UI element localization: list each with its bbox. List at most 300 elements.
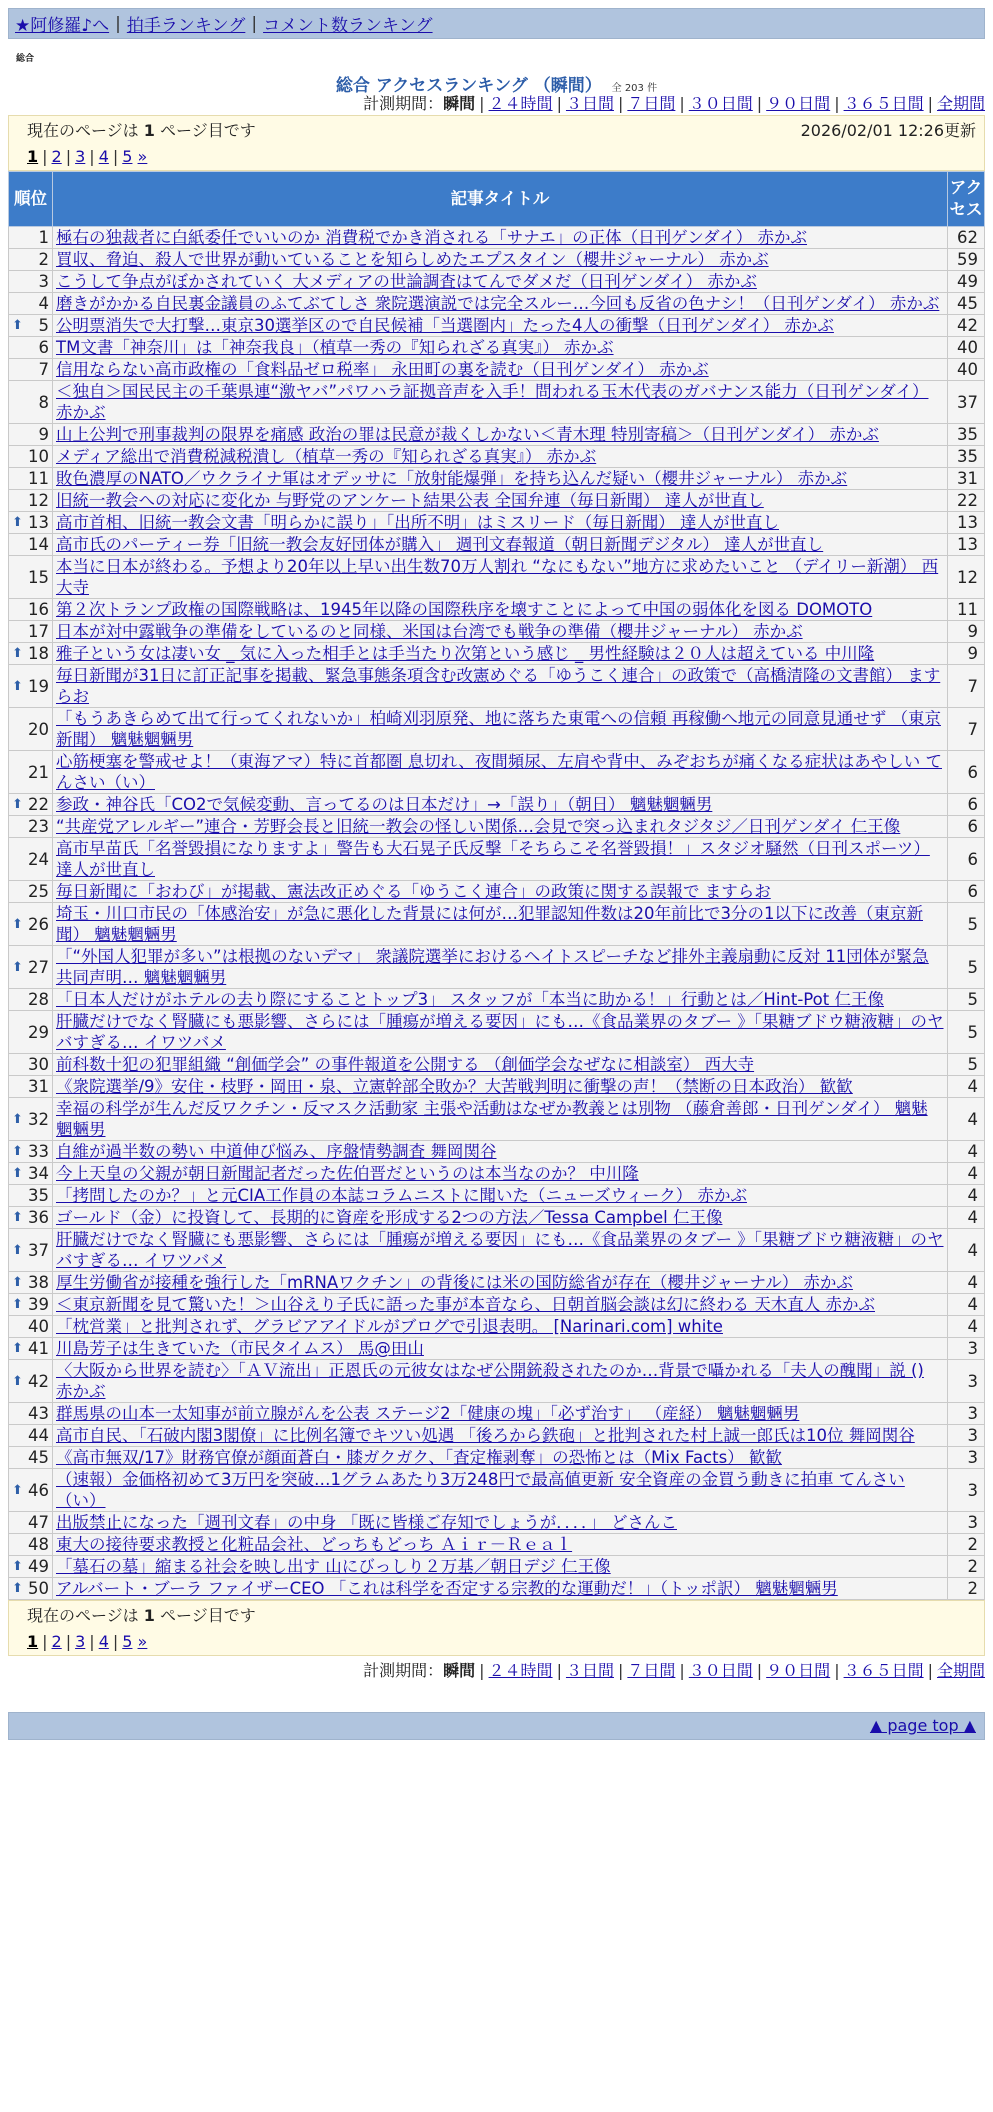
period-link[interactable]: ３日間 xyxy=(565,94,614,113)
article-link[interactable]: TM文書「神奈川」は「神奈我良」（植草一秀の『知られざる真実』） 赤かぶ xyxy=(56,338,614,357)
table-row xyxy=(9,1098,985,1141)
title-cell xyxy=(53,249,948,271)
rank-number: 27 xyxy=(28,957,49,977)
rank-up-arrow-icon: ⬆ xyxy=(12,678,23,694)
access-count: 4 xyxy=(948,1294,985,1316)
rank-cell xyxy=(9,989,53,1011)
access-count: 62 xyxy=(948,227,985,249)
home-link[interactable]: ★阿修羅♪へ xyxy=(15,16,110,36)
table-row xyxy=(9,1272,985,1294)
access-count: 6 xyxy=(948,838,985,881)
rank-number: 39 xyxy=(28,1295,49,1314)
rank-cell xyxy=(9,1512,53,1534)
article-link[interactable]: 日本が対中露戦争の準備をしているのと同様、米国は台湾でも戦争の準備（櫻井ジャーナル） 赤かぶ xyxy=(56,622,803,641)
rank-cell xyxy=(9,1294,53,1316)
rank-number: 23 xyxy=(28,817,49,836)
title-cell xyxy=(53,1556,948,1578)
pager-separator: | xyxy=(65,147,72,166)
article-link[interactable]: 東大の接待要求教授と化粧品会社、どっちもどっち Ａｉｒ－Ｒｅａｌ xyxy=(56,1535,573,1554)
pager-current: 1 xyxy=(27,147,39,166)
period-link[interactable]: ３６５日間 xyxy=(843,94,924,113)
col-title-header: 記事タイトル xyxy=(53,172,948,227)
rank-cell xyxy=(9,1185,53,1207)
rank-cell xyxy=(9,512,53,534)
access-count: 5 xyxy=(948,1054,985,1076)
rank-up-arrow-icon: ⬆ xyxy=(12,1581,23,1596)
access-count: 4 xyxy=(948,1163,985,1185)
article-link[interactable]: 「拷問したのか？」と元CIA工作員の本誌コラムニストに聞いた（ニューズウィーク） 赤かぶ xyxy=(56,1186,747,1205)
table-row xyxy=(9,468,985,490)
rank-number: 49 xyxy=(28,1557,49,1576)
article-link[interactable]: （速報）金価格初めて3万円を突破…1グラムあたり3万248円で最高値更新 安全資産の金買う動きに拍車 てんさい（い） xyxy=(56,1470,905,1510)
table-row xyxy=(9,1447,985,1469)
period-link[interactable]: ９０日間 xyxy=(766,1661,831,1680)
article-link[interactable]: ＜東京新聞を見て驚いた！＞山谷えり子氏に語った事が本音なら、日朝首脳会談は幻に終わる 天木直人 赤かぶ xyxy=(56,1295,875,1314)
table-row xyxy=(9,1054,985,1076)
rank-cell xyxy=(9,1403,53,1425)
rank-cell xyxy=(9,1229,53,1272)
access-count: 3 xyxy=(948,1469,985,1512)
title-cell xyxy=(53,1207,948,1229)
period-link[interactable]: ７日間 xyxy=(627,1661,676,1680)
rank-up-arrow-icon: ⬆ xyxy=(12,1297,23,1312)
access-count: 5 xyxy=(948,989,985,1011)
rank-number: 8 xyxy=(38,392,49,412)
rank-number: 15 xyxy=(28,567,49,587)
article-link[interactable]: 肝臓だけでなく腎臓にも悪影響、さらには「腫瘍が増える要因」にも…《食品業界のタブー 》「果糖ブドウ糖液糖」のヤバすぎる… イワツバメ xyxy=(56,1230,944,1270)
col-count-header: アクセス xyxy=(948,172,985,227)
access-count: 2 xyxy=(948,1534,985,1556)
table-row xyxy=(9,946,985,989)
article-link[interactable]: 毎日新聞が31日に訂正記事を掲載、緊急事態条項含む改憲めぐる「ゆうこく連合」の政策で（高橋清隆の文書館） ますらお xyxy=(56,666,941,706)
rank-cell xyxy=(9,881,53,903)
nav-separator: | xyxy=(115,13,121,34)
table-row xyxy=(9,838,985,881)
pager-separator: | xyxy=(89,1632,95,1651)
title-cell xyxy=(53,1360,948,1403)
rank-number: 48 xyxy=(28,1535,49,1554)
pager-link[interactable]: 5 xyxy=(122,147,133,166)
pager-separator: | xyxy=(42,147,48,166)
nav-separator: | xyxy=(251,13,258,34)
period-separator: | xyxy=(927,1661,933,1680)
rank-number: 22 xyxy=(28,795,49,814)
rank-number: 16 xyxy=(28,600,49,619)
pager-current: 1 xyxy=(27,1632,39,1651)
rank-number: 5 xyxy=(38,316,49,335)
title-cell xyxy=(53,1534,948,1556)
article-link[interactable]: 幸福の科学が生んだ反ワクチン・反マスク活動家 主張や活動はなぜか教義とは別物 （藤倉善郎・日刊ゲンダイ） 魑魅魍魎男 xyxy=(56,1099,928,1139)
article-link[interactable]: 極右の独裁者に白紙委任でいいのか 消費税でかき消される「サナエ」の正体（日刊ゲンダイ） 赤かぶ xyxy=(56,228,808,247)
period-link[interactable]: ２４時間 xyxy=(488,94,553,113)
rank-number: 50 xyxy=(28,1579,49,1598)
table-row xyxy=(9,271,985,293)
access-count: 45 xyxy=(948,293,985,315)
rank-up-arrow-icon: ⬆ xyxy=(12,1341,23,1356)
title-cell xyxy=(53,708,948,751)
article-link[interactable]: 高市自民、「石破内閣3閣僚」に比例名簿でキツい処遇 「後ろから鉄砲」と批判された村上誠一郎氏は10位 舞岡関谷 xyxy=(56,1426,915,1445)
title-cell xyxy=(53,1076,948,1098)
period-separator: | xyxy=(556,1661,562,1680)
period-link[interactable]: ３０日間 xyxy=(688,1661,753,1680)
article-link[interactable]: 今上天皇の父親が朝日新聞記者だった佐伯晋だというのは本当なのか？ 中川隆 xyxy=(56,1164,639,1183)
article-link[interactable]: メディア総出で消費税減税潰し（植草一秀の『知られざる真実』） 赤かぶ xyxy=(56,447,597,466)
pager-link[interactable]: 2 xyxy=(51,1632,62,1651)
table-row xyxy=(9,665,985,708)
article-link[interactable]: 前科数十犯の犯罪組織 “創価学会” の事件報道を公開する （創価学会なぜなに相談室） 西大寺 xyxy=(56,1055,755,1074)
article-link[interactable]: 信用ならない高市政権の「食料品ゼロ税率」 永田町の裏を読む（日刊ゲンダイ） 赤かぶ xyxy=(56,360,709,379)
access-count: 3 xyxy=(948,1512,985,1534)
pagination-bottom xyxy=(8,1600,985,1656)
rank-cell xyxy=(9,1338,53,1360)
access-count: 5 xyxy=(948,946,985,989)
table-row xyxy=(9,249,985,271)
rank-number: 20 xyxy=(28,719,49,739)
table-row xyxy=(9,534,985,556)
pager-link[interactable]: 5 xyxy=(122,1632,133,1651)
rank-cell xyxy=(9,337,53,359)
updated-timestamp: 2026/02/01 12:26更新 xyxy=(800,121,976,140)
period-separator: | xyxy=(756,94,763,113)
pager-link[interactable]: 4 xyxy=(98,147,109,166)
access-count: 3 xyxy=(948,1403,985,1425)
current-page-text: 現在のページは 1 ページ目です xyxy=(27,1606,256,1625)
table-row xyxy=(9,643,985,665)
title-cell xyxy=(53,227,948,249)
rank-number: 31 xyxy=(28,1077,49,1096)
rank-cell xyxy=(9,556,53,599)
rank-cell xyxy=(9,1098,53,1141)
article-link[interactable]: 高市氏のパーティー券「旧統一教会友好団体が購入」 週刊文春報道（朝日新聞デジタル） 達人が世直し xyxy=(56,535,824,554)
title-cell xyxy=(53,751,948,794)
period-link[interactable]: ３０日間 xyxy=(688,94,753,113)
page-title xyxy=(8,71,985,96)
period-link[interactable]: ９０日間 xyxy=(766,94,831,113)
article-link[interactable]: 群馬県の山本一太知事が前立腺がんを公表 ステージ2「健康の塊」「必ず治す」 （産経） 魑魅魍魎男 xyxy=(56,1404,800,1423)
period-separator: | xyxy=(479,1661,485,1680)
title-cell xyxy=(53,446,948,468)
table-row xyxy=(9,359,985,381)
page-top-link[interactable]: ▲ page top ▲ xyxy=(869,1716,976,1735)
table-row xyxy=(9,1316,985,1338)
article-link[interactable]: 厚生労働省が接種を強行した「mRNAワクチン」の背後には米の国防総省が存在（櫻井ジャーナル） 赤かぶ xyxy=(56,1273,853,1292)
article-link[interactable]: こうして争点がぼかされていく 大メディアの世論調査はてんでダメだ（日刊ゲンダイ） 赤かぶ xyxy=(56,272,757,291)
article-link[interactable]: 雅子という女は凄い女 _ 気に入った相手とは手当たり次第という感じ _ 男性経験は２０人は超えている 中川隆 xyxy=(56,644,875,663)
rank-number: 33 xyxy=(28,1142,49,1161)
article-link[interactable]: 高市早苗氏「名誉毀損になりますよ」警告も大石晃子氏反撃「そちらこそ名誉毀損！」スタジオ騒然（日刊スポーツ） 達人が世直し xyxy=(56,839,930,879)
period-separator: | xyxy=(617,1661,624,1680)
title-cell xyxy=(53,534,948,556)
comment-ranking-link[interactable]: コメント数ランキング xyxy=(263,16,433,36)
access-count: 5 xyxy=(948,903,985,946)
title-cell xyxy=(53,903,948,946)
table-row xyxy=(9,1512,985,1534)
rank-cell xyxy=(9,1163,53,1185)
access-count: 3 xyxy=(948,1425,985,1447)
title-cell xyxy=(53,315,948,337)
pager-next-link[interactable]: » xyxy=(137,147,148,166)
period-link[interactable]: 全期間 xyxy=(936,1661,985,1680)
rank-number: 9 xyxy=(38,425,49,444)
rank-number: 17 xyxy=(28,622,49,641)
rank-number: 38 xyxy=(28,1273,49,1292)
rank-cell xyxy=(9,249,53,271)
access-count: 7 xyxy=(948,708,985,751)
rank-number: 34 xyxy=(28,1164,49,1183)
table-row xyxy=(9,1578,985,1600)
rank-cell xyxy=(9,534,53,556)
article-link[interactable]: 磨きがかかる自民裏金議員のふてぶてしさ 衆院選演説では完全スルー…今回も反省の色ナシ！（日刊ゲンダイ） 赤かぶ xyxy=(56,294,940,313)
rank-cell xyxy=(9,1425,53,1447)
period-label: 計測期間： xyxy=(363,1661,444,1680)
rank-number: 4 xyxy=(38,294,49,313)
article-link[interactable]: 「日本人だけがホテルの去り際にすることトップ3」 スタッフが「本当に助かる！」行動とは／Hint-Pot 仁王像 xyxy=(56,990,884,1009)
table-row xyxy=(9,903,985,946)
table-row xyxy=(9,1163,985,1185)
table-row xyxy=(9,989,985,1011)
rank-cell xyxy=(9,293,53,315)
pager-links xyxy=(27,1629,976,1655)
rank-cell xyxy=(9,446,53,468)
title-cell xyxy=(53,1316,948,1338)
table-row xyxy=(9,1469,985,1512)
rank-up-arrow-icon: ⬆ xyxy=(12,1242,23,1258)
title-cell xyxy=(53,1469,948,1512)
rank-cell xyxy=(9,794,53,816)
access-count: 37 xyxy=(948,381,985,424)
article-link[interactable]: 公明票消失で大打撃…東京30選挙区ので自民候補「当選圏内」たった4人の衝撃（日刊ゲンダイ） 赤かぶ xyxy=(56,316,834,335)
rank-cell xyxy=(9,271,53,293)
article-link[interactable]: 肝臓だけでなく腎臓にも悪影響、さらには「腫瘍が増える要因」にも…《食品業界のタブー 》「果糖ブドウ糖液糖」のヤバすぎる… イワツバメ xyxy=(56,1012,944,1052)
table-row xyxy=(9,1229,985,1272)
access-count: 4 xyxy=(948,1141,985,1163)
article-link[interactable]: 買収、脅迫、殺人で世界が動いていることを知らしめたエプスタイン（櫻井ジャーナル） 赤かぶ xyxy=(56,250,769,269)
bottom-nav xyxy=(8,1712,985,1740)
period-separator: | xyxy=(679,1661,685,1680)
title-cell xyxy=(53,621,948,643)
access-count: 11 xyxy=(948,599,985,621)
rank-number: 36 xyxy=(28,1208,49,1227)
access-count: 9 xyxy=(948,643,985,665)
rank-number: 21 xyxy=(28,762,49,782)
rank-number: 26 xyxy=(28,914,49,934)
title-cell xyxy=(53,468,948,490)
table-row xyxy=(9,1185,985,1207)
rank-cell xyxy=(9,1272,53,1294)
rank-number: 2 xyxy=(38,250,49,269)
article-link[interactable]: 心筋梗塞を警戒せよ！（東海アマ）特に首都圏 息切れ、夜間頻尿、左肩や背中、みぞおちが痛くなる症状はあやしい てんさい（い） xyxy=(56,752,942,792)
pagination-top xyxy=(8,115,985,171)
article-link[interactable]: “共産党アレルギー”連合・芳野会長と旧統一教会の怪しい関係…会見で突っ込まれタジタジ／日刊ゲンダイ 仁王像 xyxy=(56,817,901,836)
article-link[interactable]: 旧統一教会への対応に変化か 与野党のアンケート結果公表 全国弁連（毎日新聞） 達人が世直し xyxy=(56,491,764,510)
period-link[interactable]: ３６５日間 xyxy=(843,1661,924,1680)
article-link[interactable]: ゴールド（金）に投資して、長期的に資産を形成する2つの方法／Tessa Campbel 仁王像 xyxy=(56,1208,723,1227)
table-row xyxy=(9,751,985,794)
table-row xyxy=(9,1360,985,1403)
article-link[interactable]: 「墓石の墓」縮まる社会を映し出す 山にびっしり２万基／朝日デジ 仁王像 xyxy=(56,1557,611,1576)
pager-separator: | xyxy=(42,1632,48,1651)
table-row xyxy=(9,1011,985,1054)
rank-number: 1 xyxy=(38,228,49,247)
rank-number: 14 xyxy=(28,535,49,554)
access-count: 13 xyxy=(948,534,985,556)
access-count: 6 xyxy=(948,816,985,838)
pager-link[interactable]: 3 xyxy=(75,1632,86,1651)
rank-number: 18 xyxy=(28,644,49,663)
rank-cell xyxy=(9,816,53,838)
pager-separator: | xyxy=(65,1632,72,1651)
ranking-title: 総合 アクセスランキング （瞬間） xyxy=(335,76,602,96)
rank-cell xyxy=(9,1447,53,1469)
pager-link[interactable]: 3 xyxy=(75,147,86,166)
rank-cell xyxy=(9,838,53,881)
title-cell xyxy=(53,989,948,1011)
table-row xyxy=(9,1141,985,1163)
rank-number: 11 xyxy=(28,469,49,488)
article-link[interactable]: 「枕営業」と批判されず、グラビアアイドルがブログで引退表明。 [Narinari.com] white xyxy=(56,1317,723,1336)
title-cell xyxy=(53,599,948,621)
access-count: 42 xyxy=(948,315,985,337)
article-link[interactable]: 本当に日本が終わる。予想より20年以上早い出生数70万人割れ “なにもない”地方に求めたいこと （デイリー新潮） 西大寺 xyxy=(56,557,939,597)
rank-cell xyxy=(9,315,53,337)
access-count: 7 xyxy=(948,665,985,708)
article-link[interactable]: 第２次トランプ政権の国際戦略は、1945年以降の国際秩序を壊すことによって中国の弱体化を図る DOMOTO xyxy=(56,600,873,619)
article-link[interactable]: ＜独自＞国民民主の千葉県連“激ヤバ”パワハラ証拠音声を入手！問われる玉木代表のガバナンス能力（日刊ゲンダイ） 赤かぶ xyxy=(56,382,929,422)
access-count: 4 xyxy=(948,1185,985,1207)
article-link[interactable]: アルバート・ブーラ ファイザーCEO 「これは科学を否定する宗教的な運動だ！」（トッポ訳） 魑魅魍魎男 xyxy=(56,1579,838,1598)
top-nav xyxy=(8,8,985,39)
article-link[interactable]: 川島芳子は生きていた（市民タイムス） 馬@田山 xyxy=(56,1339,424,1358)
period-link[interactable]: ７日間 xyxy=(627,94,676,113)
article-link[interactable]: 〈大阪から世界を読む〉「ＡＶ流出」正恩氏の元彼女はなぜ公開銃殺されたのか…背景で囁かれる「夫人の醜聞」説 () 赤かぶ xyxy=(56,1361,924,1401)
period-label: 計測期間： xyxy=(363,94,444,113)
table-row xyxy=(9,381,985,424)
article-link[interactable]: 自維が過半数の勢い 中道伸び悩み、序盤情勢調査 舞岡関谷 xyxy=(56,1142,497,1161)
period-separator: | xyxy=(756,1661,763,1680)
rank-number: 42 xyxy=(28,1371,49,1391)
title-cell xyxy=(53,1141,948,1163)
table-row xyxy=(9,1403,985,1425)
article-link[interactable]: 山上公判で刑事裁判の限界を痛感 政治の罪は民意が裁くしかない＜青木理 特別寄稿＞（日刊ゲンダイ） 赤かぶ xyxy=(56,425,879,444)
table-row xyxy=(9,227,985,249)
pager-link[interactable]: 4 xyxy=(98,1632,109,1651)
rank-number: 10 xyxy=(28,447,49,466)
title-cell xyxy=(53,556,948,599)
access-count: 49 xyxy=(948,271,985,293)
title-cell xyxy=(53,381,948,424)
title-cell xyxy=(53,1229,948,1272)
rank-number: 45 xyxy=(28,1448,49,1467)
rank-number: 35 xyxy=(28,1186,49,1205)
pager-next-link[interactable]: » xyxy=(137,1632,148,1651)
rank-up-arrow-icon: ⬆ xyxy=(12,797,23,812)
article-link[interactable]: 「もうあきらめて出て行ってくれないか」柏崎刈羽原発、地に落ちた東電への信頼 再稼働へ地元の同意見通せず （東京新聞） 魑魅魍魎男 xyxy=(56,709,941,749)
pager-link[interactable]: 2 xyxy=(51,147,62,166)
title-cell xyxy=(53,293,948,315)
table-row xyxy=(9,556,985,599)
table-row xyxy=(9,512,985,534)
title-cell xyxy=(53,946,948,989)
article-link[interactable]: 参政・神谷氏「CO2で気候変動、言ってるのは日本だけ」→「誤り」（朝日） 魑魅魍魎男 xyxy=(56,795,713,814)
ranking-table xyxy=(8,171,985,1600)
access-count: 59 xyxy=(948,249,985,271)
access-count: 4 xyxy=(948,1076,985,1098)
article-link[interactable]: 毎日新聞に「おわび」が掲載、憲法改正めぐる「ゆうこく連合」の政策に関する誤報で ますらお xyxy=(56,882,771,901)
rank-cell xyxy=(9,381,53,424)
rank-number: 37 xyxy=(28,1240,49,1260)
rank-cell xyxy=(9,665,53,708)
rank-number: 12 xyxy=(28,491,49,510)
rank-number: 44 xyxy=(28,1426,49,1445)
article-link[interactable]: 出版禁止になった「週刊文春」の中身 「既に皆様ご存知でしょうが．．．．」 どさんこ xyxy=(56,1513,677,1532)
rank-number: 19 xyxy=(28,676,49,696)
category-label: 総合 xyxy=(16,54,35,64)
table-row xyxy=(9,315,985,337)
article-link[interactable]: 《高市無双/17》財務官僚が顔面蒼白・膝ガクガク、「査定権剥奪」の恐怖とは（Mix Facts） 歓歓 xyxy=(56,1448,782,1467)
access-count: 3 xyxy=(948,1360,985,1403)
title-cell xyxy=(53,881,948,903)
current-page-text: 現在のページは 1 ページ目です xyxy=(27,121,256,140)
pager-separator: | xyxy=(112,147,119,166)
title-cell xyxy=(53,490,948,512)
rank-number: 41 xyxy=(28,1339,49,1358)
access-count: 3 xyxy=(948,1447,985,1469)
title-cell xyxy=(53,1294,948,1316)
rank-number: 29 xyxy=(28,1022,49,1042)
rank-cell xyxy=(9,1011,53,1054)
period-link[interactable]: 全期間 xyxy=(936,94,985,113)
title-cell xyxy=(53,1403,948,1425)
article-link[interactable]: 「“外国人犯罪が多い”は根拠のないデマ」 衆議院選挙におけるヘイトスピーチなど排外主義扇動に反対 11団体が緊急共同声明… 魑魅魍魎男 xyxy=(56,947,929,987)
applause-ranking-link[interactable]: 拍手ランキング xyxy=(126,16,246,36)
article-link[interactable]: 敗色濃厚のNATO／ウクライナ軍はオデッサに「放射能爆弾」を持ち込んだ疑い（櫻井ジャーナル） 赤かぶ xyxy=(56,469,848,488)
title-cell xyxy=(53,337,948,359)
rank-cell xyxy=(9,1316,53,1338)
rank-cell xyxy=(9,359,53,381)
period-separator: | xyxy=(479,94,485,113)
rank-cell xyxy=(9,751,53,794)
rank-cell xyxy=(9,227,53,249)
title-cell xyxy=(53,816,948,838)
table-row xyxy=(9,599,985,621)
table-row xyxy=(9,293,985,315)
rank-up-arrow-icon: ⬆ xyxy=(12,1275,23,1290)
period-separator: | xyxy=(617,94,624,113)
access-count: 40 xyxy=(948,337,985,359)
rank-number: 13 xyxy=(28,513,49,532)
rank-cell xyxy=(9,708,53,751)
table-row xyxy=(9,1556,985,1578)
article-link[interactable]: 《衆院選挙/9》安住・枝野・岡田・泉、立憲幹部全敗か？大苦戦判明に衝撃の声！（禁断の日本政治） 歓歓 xyxy=(56,1077,853,1096)
access-count: 3 xyxy=(948,1338,985,1360)
period-separator: | xyxy=(834,1661,840,1680)
period-separator: | xyxy=(834,94,840,113)
rank-up-arrow-icon: ⬆ xyxy=(12,959,23,975)
article-link[interactable]: 埼玉・川口市民の「体感治安」が急に悪化した背景には何が…犯罪認知件数は20年前比で3分の1以下に改善（東京新聞） 魑魅魍魎男 xyxy=(56,904,923,944)
rank-cell xyxy=(9,1578,53,1600)
period-link[interactable]: ２４時間 xyxy=(488,1661,553,1680)
table-row xyxy=(9,1425,985,1447)
access-count: 4 xyxy=(948,1207,985,1229)
period-link[interactable]: ３日間 xyxy=(565,1661,614,1680)
rank-cell xyxy=(9,643,53,665)
access-count: 4 xyxy=(948,1229,985,1272)
period-separator: | xyxy=(556,94,562,113)
article-link[interactable]: 高市首相、旧統一教会文書「明らかに誤り」「出所不明」はミスリード（毎日新聞） 達人が世直し xyxy=(56,513,779,532)
rank-cell xyxy=(9,1469,53,1512)
table-row xyxy=(9,816,985,838)
access-count: 22 xyxy=(948,490,985,512)
